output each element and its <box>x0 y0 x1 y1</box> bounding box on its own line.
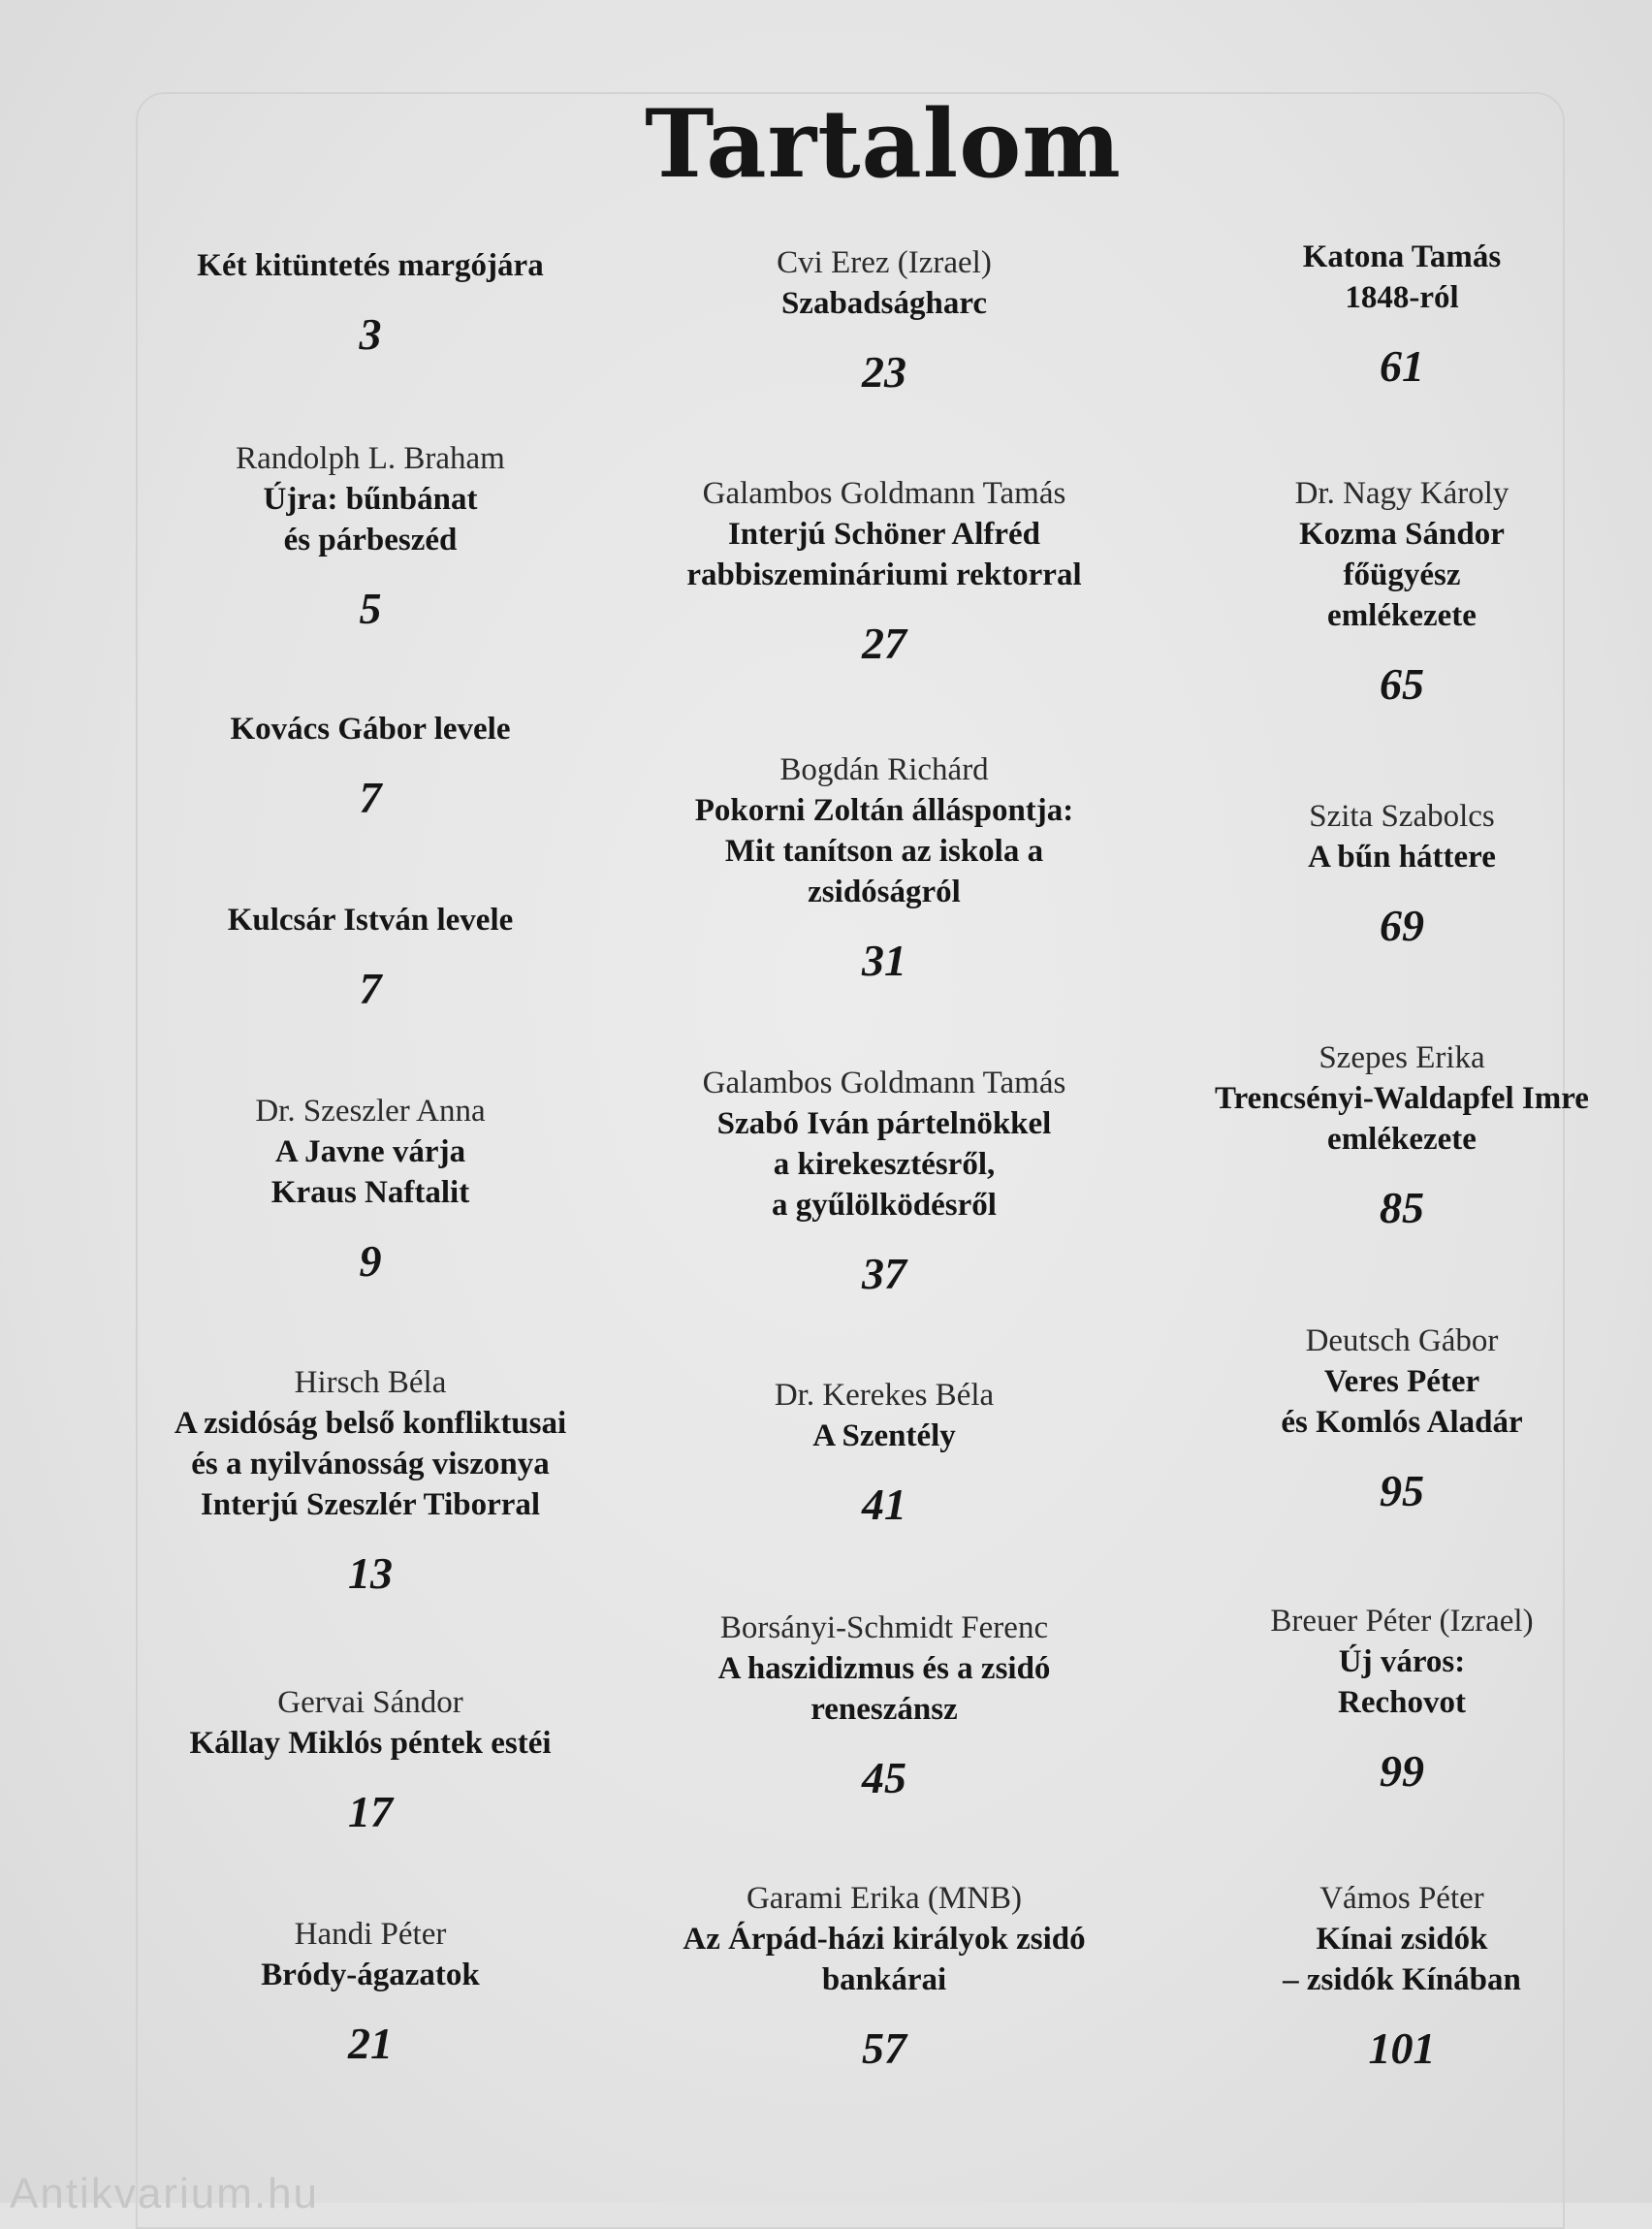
toc-entry <box>1101 473 1652 712</box>
toc-title: Új város: <box>1338 1644 1466 1679</box>
toc-title: Mit tanítson az iskola a <box>724 834 1044 869</box>
toc-author: Cvi Erez (Izrael) <box>777 245 992 280</box>
toc-title: a gyűlölködésről <box>772 1188 997 1223</box>
toc-title: Interjú Schöner Alfréd <box>727 517 1041 552</box>
toc-entry <box>70 1091 671 1289</box>
toc-title: Pokorni Zoltán álláspontja: <box>694 793 1074 828</box>
toc-page-number: 3 <box>359 309 382 359</box>
toc-title: Kulcsár István levele <box>227 903 514 938</box>
toc-title: Rechovot <box>1338 1685 1466 1720</box>
toc-title: Kovács Gábor levele <box>230 712 511 747</box>
toc-page-number: 99 <box>1380 1746 1424 1796</box>
page-title: Tartalom <box>645 89 1122 199</box>
toc-entry <box>70 1682 671 1839</box>
toc-author: Galambos Goldmann Tamás <box>702 1066 1066 1100</box>
toc-title: A haszidizmus és a zsidó <box>717 1651 1051 1686</box>
toc-author: Szepes Erika <box>1318 1040 1485 1075</box>
toc-page-number: 101 <box>1368 2023 1436 2073</box>
toc-title: Kozma Sándor <box>1299 517 1505 552</box>
toc-title: A zsidóság belső konfliktusai <box>174 1406 567 1441</box>
toc-author: Szita Szabolcs <box>1309 799 1495 834</box>
toc-page-number: 37 <box>862 1249 906 1298</box>
toc-author: Breuer Péter (Izrael) <box>1270 1604 1534 1639</box>
toc-title: emlékezete <box>1327 598 1477 633</box>
toc-page-number: 17 <box>348 1787 393 1836</box>
toc-title: Veres Péter <box>1323 1364 1480 1399</box>
toc-author: Deutsch Gábor <box>1305 1323 1499 1358</box>
toc-title: Bródy-ágazatok <box>261 1958 480 1992</box>
toc-title: zsidóságról <box>808 875 961 909</box>
toc-entry <box>70 438 671 636</box>
toc-entry <box>584 473 1185 671</box>
toc-entry <box>1101 1037 1652 1235</box>
toc-page-number: 21 <box>348 2019 393 2068</box>
toc-author: Randolph L. Braham <box>236 441 505 476</box>
toc-page-number: 13 <box>348 1548 393 1598</box>
toc-page-number: 45 <box>862 1753 906 1802</box>
toc-author: Bogdán Richárd <box>779 752 989 787</box>
toc-title: és a nyilvánosság viszonya <box>191 1447 550 1481</box>
toc-title: emlékezete <box>1327 1122 1477 1157</box>
toc-page-number: 69 <box>1380 901 1424 950</box>
toc-title: Két kitüntetés margójára <box>197 248 544 283</box>
toc-title: rabbiszemináriumi rektorral <box>686 557 1082 592</box>
toc-page-number: 27 <box>862 619 906 668</box>
watermark: Antikvarium.hu <box>10 2170 320 2217</box>
toc-entry <box>1101 1321 1652 1518</box>
toc-entry <box>584 1375 1185 1532</box>
toc-page-number: 85 <box>1380 1183 1424 1232</box>
toc-title: bankárai <box>821 1962 947 1997</box>
toc-title: és Komlós Aladár <box>1281 1405 1523 1440</box>
toc-entry <box>584 749 1185 988</box>
toc-page-number: 57 <box>862 2023 906 2073</box>
toc-title: A bűn háttere <box>1308 840 1496 875</box>
toc-author: Galambos Goldmann Tamás <box>702 476 1066 511</box>
toc-page-number: 41 <box>862 1480 906 1529</box>
toc-page-number: 23 <box>862 347 906 397</box>
toc-title: Kraus Naftalit <box>270 1175 470 1210</box>
toc-title: 1848-ról <box>1345 280 1459 315</box>
toc-author: Hirsch Béla <box>294 1365 447 1400</box>
toc-page-number: 7 <box>359 964 382 1013</box>
toc-author: Vámos Péter <box>1319 1881 1484 1916</box>
toc-entry <box>1101 1601 1652 1799</box>
toc-page-number: 5 <box>359 584 382 633</box>
toc-author: Handi Péter <box>294 1917 447 1952</box>
toc-title: a kirekesztésről, <box>773 1147 996 1182</box>
toc-author: Borsányi-Schmidt Ferenc <box>719 1610 1049 1645</box>
toc-entry <box>70 1362 671 1601</box>
toc-author: Dr. Kerekes Béla <box>774 1378 995 1413</box>
toc-title: Interjú Szeszlér Tiborral <box>200 1487 541 1522</box>
toc-title: Kállay Miklós péntek estéi <box>189 1726 552 1761</box>
toc-author: Katona Tamás <box>1302 239 1502 274</box>
toc-page-number: 31 <box>862 936 906 985</box>
toc-entry <box>70 245 671 362</box>
toc-page-number: 95 <box>1380 1466 1424 1515</box>
toc-entry <box>584 1878 1185 2076</box>
toc-page-number: 65 <box>1380 659 1424 709</box>
toc-title: reneszánsz <box>810 1692 958 1727</box>
toc-author: Dr. Szeszler Anna <box>255 1094 486 1129</box>
toc-title: Szabó Iván pártelnökkel <box>716 1106 1052 1141</box>
toc-entry <box>70 1914 671 2071</box>
toc-entry <box>1101 796 1652 953</box>
toc-title: Trencsényi-Waldapfel Imre <box>1215 1081 1589 1116</box>
toc-title: és párbeszéd <box>283 523 458 557</box>
toc-title: főügyész <box>1343 557 1461 592</box>
toc-entry <box>70 709 671 825</box>
toc-title: Szabadságharc <box>780 286 988 321</box>
toc-title: Kínai zsidók <box>1316 1922 1488 1957</box>
toc-entry <box>70 900 671 1016</box>
toc-page-number: 61 <box>1380 341 1424 391</box>
toc-entry <box>1101 237 1652 394</box>
toc-title: – zsidók Kínában <box>1283 1962 1521 1997</box>
toc-title: Újra: bűnbánat <box>263 482 478 517</box>
toc-page-number: 9 <box>359 1236 382 1286</box>
toc-author: Dr. Nagy Károly <box>1294 476 1509 511</box>
toc-entry <box>584 1063 1185 1301</box>
toc-author: Gervai Sándor <box>277 1685 463 1720</box>
toc-page-number: 7 <box>359 773 382 822</box>
toc-entry <box>584 1608 1185 1805</box>
toc-entry <box>1101 1878 1652 2076</box>
toc-author: Garami Erika (MNB) <box>746 1881 1023 1916</box>
toc-entry <box>584 242 1185 399</box>
toc-title: Az Árpád-házi királyok zsidó <box>683 1922 1086 1957</box>
toc-title: A Szentély <box>812 1418 956 1453</box>
toc-title: A Javne várja <box>274 1134 466 1169</box>
